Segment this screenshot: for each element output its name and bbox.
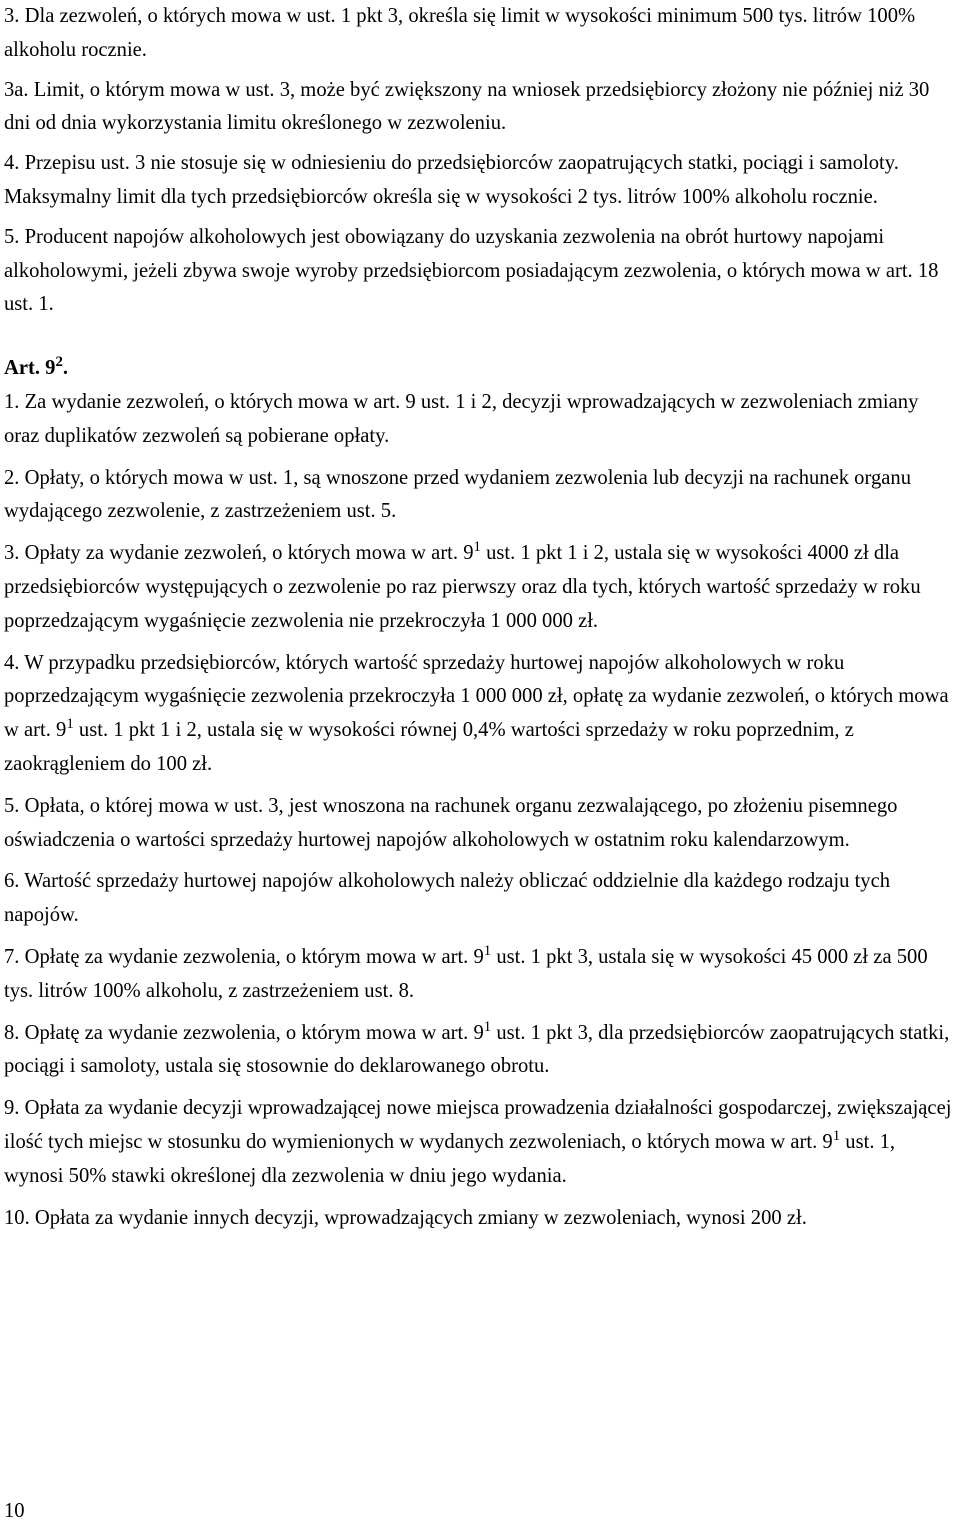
page-number: 10: [4, 1500, 25, 1522]
paragraph-3: 3. Dla zezwoleń, o których mowa w ust. 1 pkt 3, określa się limit w wysokości minimum 500 tys. litrów 100% alkoholu rocznie.: [4, 5, 916, 61]
article-paragraph-9-sup: 1: [832, 1127, 841, 1144]
paragraph-4: 4. Przepisu ust. 3 nie stosuje się w odniesieniu do przedsiębiorców zaopatrujących statki, pociągi i samoloty. Maksymalny limit dla tych przedsiębiorców określa się w wysokości 2 tys. litrów 100% alkoholu rocznie.: [4, 152, 899, 208]
article-paragraph-3-after: ust. 1 pkt 1 i 2, ustala się w wysokości 4000 zł dla przedsiębiorców występujących o zezwolenie po raz pierwszy oraz dla tych, których wartość sprzedaży w roku poprzedzającym wygaśnięcie zezwolenia nie przekroczyła 1 000 000 zł.: [4, 542, 921, 632]
paragraph-5: 5. Producent napojów alkoholowych jest obowiązany do uzyskania zezwolenia na obrót hurtowy napojami alkoholowymi, jeżeli zbywa swoje wyroby przedsiębiorcom posiadającym zezwolenia, o których mowa w art. 18 ust. 1.: [4, 225, 939, 316]
article-heading: [4, 352, 956, 386]
paragraph-3a: 3a. Limit, o którym mowa w ust. 3, może być zwiększony na wniosek przedsiębiorcy złożony nie później niż 30 dni od dnia wykorzystania limitu określonego w zezwoleniu.: [4, 78, 930, 135]
article-paragraph-7: [4, 941, 956, 1009]
article-paragraph-5: 5. Opłata, o której mowa w ust. 3, jest wnoszona na rachunek organu zezwalającego, po złożeniu pisemnego oświadczenia o wartości sprzedaży hurtowej napojów alkoholowych w ostatnim roku kalendarzowym.: [4, 794, 898, 851]
article-heading-sup: 2: [55, 354, 63, 371]
article-paragraph-7-before: 7. Opłatę za wydanie zezwolenia, o którym mowa w art. 9: [4, 945, 484, 968]
article-paragraph-1: 1. Za wydanie zezwoleń, o których mowa w art. 9 ust. 1 i 2, decyzji wprowadzających w zezwoleniach zmiany oraz duplikatów zezwoleń są pobierane opłaty.: [4, 390, 919, 447]
article-paragraph-8-before: 8. Opłatę za wydanie zezwolenia, o którym mowa w art. 9: [4, 1021, 484, 1044]
article-paragraph-3-before: 3. Opłaty za wydanie zezwoleń, o których mowa w art. 9: [4, 542, 474, 565]
article-paragraph-10: 10. Opłata za wydanie innych decyzji, wprowadzających zmiany w zezwoleniach, wynosi 200 zł.: [4, 1206, 807, 1229]
article-heading-prefix: Art. 9: [4, 357, 56, 380]
article-paragraph-6: 6. Wartość sprzedaży hurtowej napojów alkoholowych należy obliczać oddzielnie dla każdego rodzaju tych napojów.: [4, 870, 891, 927]
article-paragraph-7-after: ust. 1 pkt 3, ustala się w wysokości 45 000 zł za 500 tys. litrów 100% alkoholu, z zastrzeżeniem ust. 8.: [4, 945, 928, 1002]
article-paragraph-8-after: ust. 1 pkt 3, dla przedsiębiorców zaopatrujących statki, pociągi i samoloty, ustala się stosownie do deklarowanego obrotu.: [4, 1021, 950, 1078]
article-paragraph-3: [4, 537, 956, 638]
article-paragraph-9-before: 9. Opłata za wydanie decyzji wprowadzającej nowe miejsca prowadzenia działalności gospodarczej, zwiększającej ilość tych miejsc w stosunku do wymienionych w wydanych zezwoleniach, o których mowa w art. 9: [4, 1097, 952, 1153]
document-body: [4, 0, 956, 1235]
article-paragraph-8: [4, 1017, 956, 1085]
article-paragraph-2: 2. Opłaty, o których mowa w ust. 1, są wnoszone przed wydaniem zezwolenia lub decyzji na rachunek organu wydającego zezwolenie, z zastrzeżeniem ust. 5.: [4, 466, 911, 523]
article-paragraph-4-before: 4. W przypadku przedsiębiorców, których wartość sprzedaży hurtowej napojów alkoholowych w roku poprzedzającym wygaśnięcie zezwolenia przekroczyła 1 000 000 zł, opłatę za wydanie zezwoleń, o których mowa w art. 9: [4, 651, 949, 742]
article-heading-suffix: .: [62, 357, 69, 380]
article-paragraph-7-sup: 1: [483, 942, 492, 959]
article-paragraph-8-sup: 1: [483, 1018, 492, 1035]
article-paragraph-4: [4, 647, 956, 782]
article-paragraph-9-after: ust. 1, wynosi 50% stawki określonej dla zezwolenia w dniu jego wydania.: [4, 1130, 896, 1187]
article-paragraph-9: [4, 1092, 956, 1193]
article-paragraph-4-after: ust. 1 pkt 1 i 2, ustala się w wysokości równej 0,4% wartości sprzedaży w roku poprzednim, z zaokrągleniem do 100 zł.: [4, 719, 854, 775]
article-paragraph-3-sup: 1: [473, 539, 481, 555]
article-paragraph-4-sup: 1: [66, 715, 74, 732]
